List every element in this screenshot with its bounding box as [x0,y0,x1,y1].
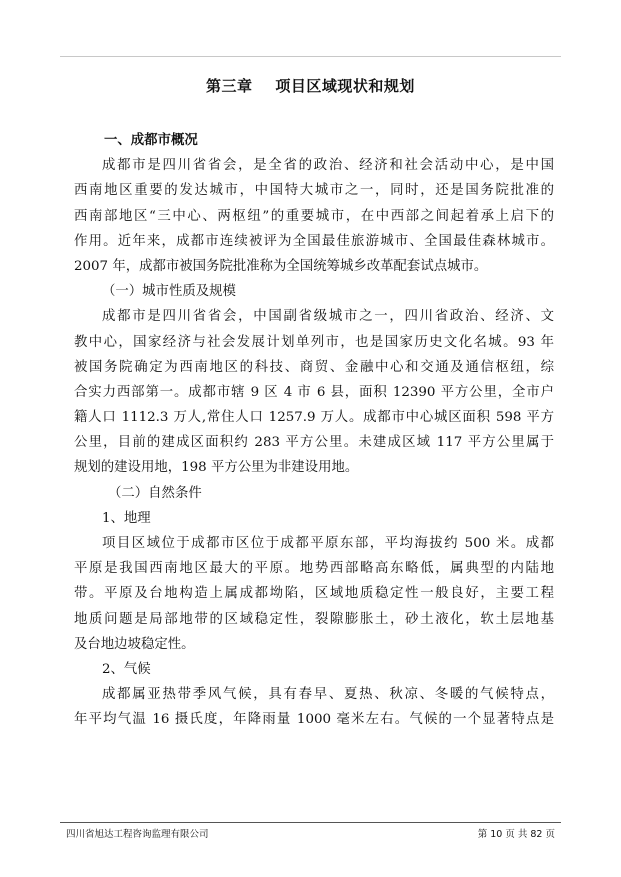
paragraph-line: 带。平原及台地构造上属成都坳陷，区域地质稳定性一般良好，主要工程 [74,586,554,602]
footer-page-info: 第 10 页 共 82 页 [477,829,555,840]
document-body [74,128,554,733]
paragraph-line: 年平均气温 16 摄氏度，年降雨量 1000 毫米左右。气候的一个显著特点是 [74,712,554,728]
item-heading: 1、地理 [102,510,151,526]
item-heading: 2、气候 [102,661,151,677]
footer-company: 四川省旭达工程咨询监理有限公司 [66,829,209,840]
paragraph-line: 项目区域位于成都市区位于成都平原东部，平均海拔约 500 米。成都 [102,536,554,551]
section-heading: 一、成都市概况 [104,133,198,148]
paragraph-line: 地质问题是局部地带的区域稳定性，裂隙膨胀土，砂土液化，软土层地基 [74,611,554,627]
paragraph-line: 2007 年，成都市被国务院批准称为全国统筹城乡改革配套试点城市。 [74,258,488,274]
paragraph-line: 平原是我国西南地区最大的平原。地势西部略高东略低，属典型的内陆地 [74,561,554,577]
paragraph-line: 籍人口 1112.3 万人,常住人口 1257.9 万人。成都市中心城区面积 598 平方 [74,410,554,426]
footer-rule [60,822,561,823]
subsection-heading: （二）自然条件 [108,485,202,501]
header-rule [60,56,561,57]
subsection-heading: （一）城市性质及规模 [102,284,236,300]
page-footer [66,826,555,840]
paragraph-line: 规划的建设用地，198 平方公里为非建设用地。 [74,460,359,476]
paragraph-line: 合实力西部第一。成都市辖 9 区 4 市 6 县，面积 12390 平方公里，全市户 [74,384,554,400]
paragraph-line: 公里，目前的建成区面积约 283 平方公里。未建成区域 117 平方公里属于 [74,435,554,451]
paragraph-line: 作用。近年来，成都市连续被评为全国最佳旅游城市、全国最佳森林城市。 [74,233,554,249]
chapter-title: 第三章 项目区域现状和规划 [206,77,415,95]
paragraph-line: 教中心，国家经济与社会发展计划单列市，也是国家历史文化名城。93 年 [74,334,554,350]
paragraph-line: 成都市是四川省省会，中国副省级城市之一，四川省政治、经济、文 [102,309,554,325]
paragraph-line: 西南部地区“三中心、两枢纽”的重要城市，在中西部之间起着承上启下的 [74,208,554,224]
paragraph-line: 及台地边坡稳定性。 [74,636,195,652]
paragraph-line: 被国务院确定为西南地区的科技、商贸、金融中心和交通及通信枢纽，综 [74,359,554,375]
paragraph-line: 西南地区重要的发达城市，中国特大城市之一，同时，还是国务院批准的 [74,183,554,199]
paragraph-line: 成都市是四川省省会，是全省的政治、经济和社会活动中心，是中国 [102,158,554,174]
paragraph-line: 成都属亚热带季风气候，具有春早、夏热、秋凉、冬暖的气候特点， [102,687,554,703]
